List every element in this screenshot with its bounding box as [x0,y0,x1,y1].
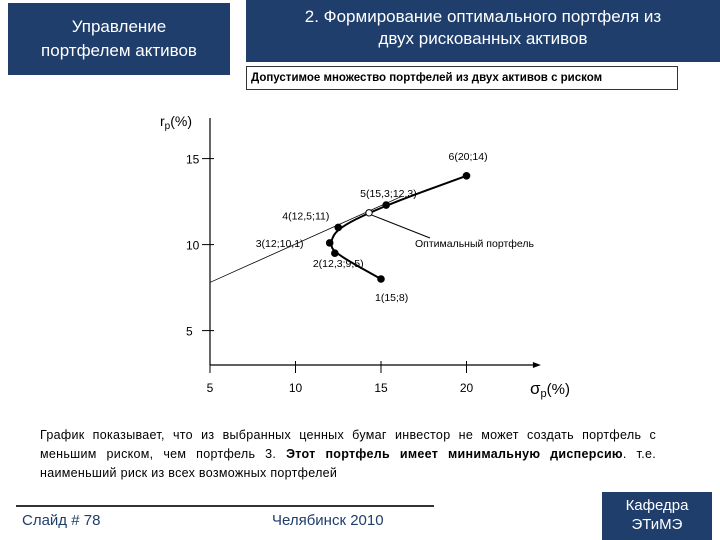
slide-title-line2: двух рискованных активов [378,29,588,48]
portfolio-point [377,275,385,283]
y-tick-label: 5 [186,324,193,339]
footer-city: Челябинск 2010 [272,512,384,529]
department-line2: ЭТиМЭ [631,516,683,533]
x-tick-label: 10 [288,381,303,395]
portfolio-point [334,224,342,232]
y-tick-label: 15 [186,152,200,167]
portfolio-point [331,249,339,257]
annotation-pointer [371,215,430,238]
portfolio-point-label: 1(15;8) [375,292,409,304]
footer-divider [16,505,434,507]
section-title-line1: Управление [71,17,167,36]
department-line1: Кафедра [625,497,689,514]
x-tick-label: 5 [206,381,214,395]
x-tick-label: 15 [374,381,388,395]
chart-subtitle: Допустимое множество портфелей из двух активов с риском [246,66,678,90]
tangent-line [210,196,402,282]
section-title-line2: портфелем активов [41,41,197,60]
caption-part1: График показывает, что из выбранных ценных бумаг инвестор не может создать портфель с меньшим риском, чем портфель 3. [40,428,656,461]
portfolio-point-label: 6(20;14) [448,150,488,163]
caption-bold: Этот портфель имеет минимальную дисперсию [286,447,623,461]
portfolio-point [382,201,390,209]
caption-part2: . т.е. наименьший риск из всех возможных портфелей [40,447,656,480]
portfolio-point-label: 4(12,5;11) [282,210,330,223]
portfolio-point [463,172,471,180]
portfolio-point-label: 5(15,3;12,3) [360,188,417,201]
x-tick-label: 20 [459,381,474,395]
y-tick-label: 10 [186,238,200,253]
portfolio-point [326,239,334,247]
portfolio-point-label: 3(12;10,1) [255,237,304,250]
department-box [602,492,712,540]
x-axis-label: $\sigma_p(\%)$ [530,379,570,400]
caption-text [40,426,656,483]
portfolio-point-label: 2(12,3;9,5) [312,258,364,271]
y-axis-label: $r_p(\%)$ [160,113,193,132]
slide-title-line1: 2. Формирование оптимального портфеля из [304,7,662,26]
x-axis-arrow [533,362,541,368]
slide-number: Слайд # 78 [22,512,101,529]
optimal-portfolio-annotation: Оптимальный портфель [415,238,534,250]
